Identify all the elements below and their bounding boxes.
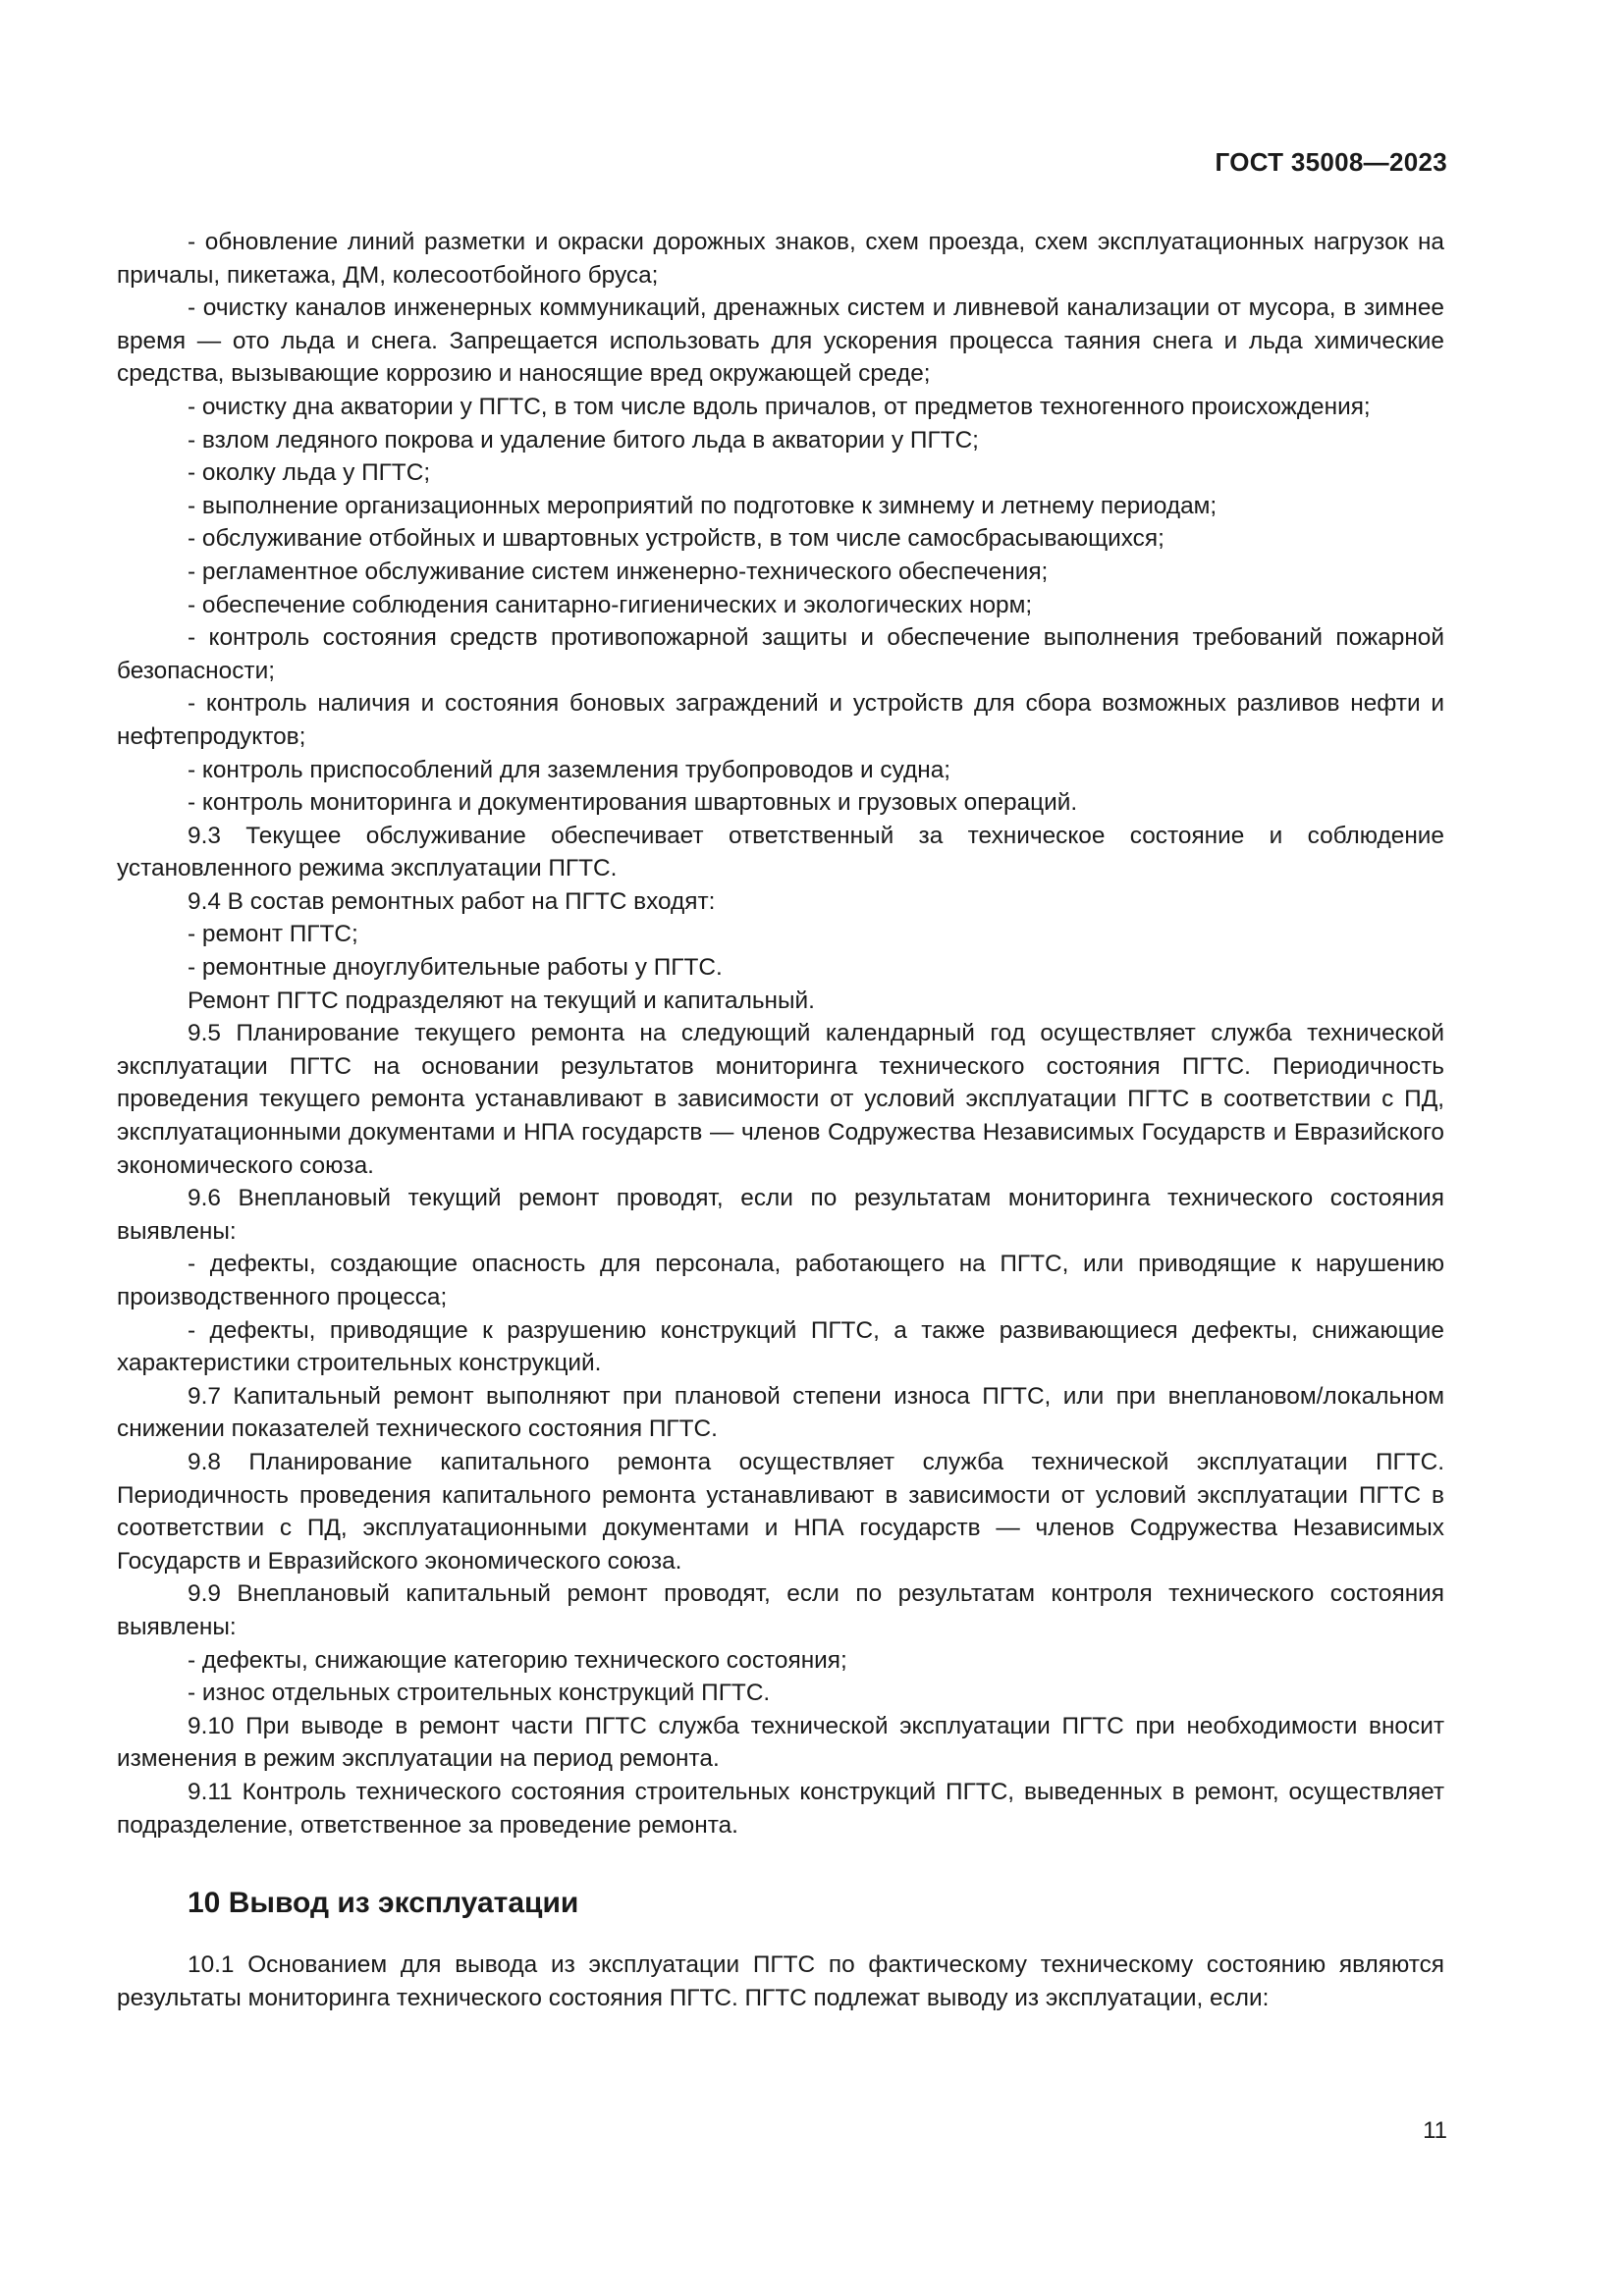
paragraph: 9.6 Внеплановый текущий ремонт проводят, если по результатам мониторинга технического состояния выявлены: <box>117 1185 1444 1245</box>
paragraph: 9.5 Планирование текущего ремонта на следующий календарный год осуществляет служба технической эксплуатации ПГТС на основании результатов мониторинга технического состояния ПГТС. Периодичность проведения текущего ремонта устанавливают в зависимости от условий эксплуатации ПГТС в соответствии с ПД, эксплуатационными документами и НПА государств — членов Содружества Независимых Государств и Евразийского экономического союза. <box>117 1020 1444 1179</box>
section-10-body <box>117 1949 1444 2014</box>
document-body <box>117 226 1444 2014</box>
list-item: - дефекты, создающие опасность для персонала, работающего на ПГТС, или приводящие к нарушению производственного процесса; <box>117 1251 1444 1310</box>
paragraph: 9.11 Контроль технического состояния строительных конструкций ПГТС, выведенных в ремонт, осуществляет подразделение, ответственное за проведение ремонта. <box>117 1778 1444 1839</box>
list-item: - регламентное обслуживание систем инженерно-технического обеспечения; <box>188 558 1049 585</box>
section-10-heading: 10 Вывод из эксплуатации <box>188 1887 579 1920</box>
paragraph: 9.4 В состав ремонтных работ на ПГТС входят: <box>188 887 716 915</box>
paragraph: 9.9 Внеплановый капитальный ремонт проводят, если по результатам контроля технического состояния выявлены: <box>117 1580 1444 1640</box>
list-item: - взлом ледяного покрова и удаление битого льда в акватории у ПГТС; <box>188 426 979 454</box>
paragraph: Ремонт ПГТС подразделяют на текущий и капитальный. <box>188 987 815 1014</box>
list-item: - выполнение организационных мероприятий по подготовке к зимнему и летнему периодам; <box>188 492 1218 519</box>
paragraph: 9.8 Планирование капитального ремонта осуществляет служба технической эксплуатации ПГТС. Периодичность проведения капитального ремонта устанавливают в зависимости от условий эксплуатации ПГТС в соответствии с ПД, эксплуатационными документами и НПА государств — членов Содружества Независимых Государств и Евразийского экономического союза. <box>117 1448 1444 1575</box>
list-item: - обновление линий разметки и окраски дорожных знаков, схем проезда, схем эксплуатационных нагрузок на причалы, пикетажа, ДМ, колесоотбойного бруса; <box>117 229 1444 289</box>
list-item: - контроль состояния средств противопожарной защиты и обеспечение выполнения требований пожарной безопасности; <box>117 624 1444 684</box>
paragraph: 10.1 Основанием для вывода из эксплуатации ПГТС по фактическому техническому состоянию являются результаты мониторинга технического состояния ПГТС. ПГТС подлежат выводу из эксплуатации, если: <box>117 1951 1444 2011</box>
list-item: - контроль приспособлений для заземления трубопроводов и судна; <box>188 756 951 783</box>
list-item: - дефекты, приводящие к разрушению конструкций ПГТС, а также развивающиеся дефекты, снижающие характеристики строительных конструкций. <box>117 1316 1444 1377</box>
paragraph: 9.10 При выводе в ремонт части ПГТС служба технической эксплуатации ПГТС при необходимости вносит изменения в режим эксплуатации на период ремонта. <box>117 1712 1444 1773</box>
list-item: - околку льда у ПГТС; <box>188 459 431 487</box>
paragraph: 9.3 Текущее обслуживание обеспечивает ответственный за техническое состояние и соблюдение установленного режима эксплуатации ПГТС. <box>117 822 1444 882</box>
page-number: 11 <box>1423 2117 1447 2144</box>
list-item: - обслуживание отбойных и швартовных устройств, в том числе самосбрасывающихся; <box>188 525 1164 553</box>
list-item: - износ отдельных строительных конструкций ПГТС. <box>188 1680 771 1707</box>
paragraph: 9.7 Капитальный ремонт выполняют при плановой степени износа ПГТС, или при внеплановом/локальном снижении показателей технического состояния ПГТС. <box>117 1382 1444 1443</box>
list-item: - ремонт ПГТС; <box>188 921 358 948</box>
list-item: - обеспечение соблюдения санитарно-гигиенических и экологических норм; <box>188 591 1033 618</box>
list-item: - дефекты, снижающие категорию технического состояния; <box>188 1646 847 1674</box>
list-item: - контроль мониторинга и документирования швартовных и грузовых операций. <box>188 789 1078 817</box>
list-item: - очистку каналов инженерных коммуникаций, дренажных систем и ливневой канализации от мусора, в зимнее время — ото льда и снега. Запрещается использовать для ускорения процесса таяния снега и льда химические средства, вызывающие коррозию и наносящие вред окружающей среде; <box>117 294 1444 388</box>
list-item: - очистку дна акватории у ПГТС, в том числе вдоль причалов, от предметов техногенного происхождения; <box>188 393 1371 420</box>
list-item: - ремонтные дноуглубительные работы у ПГТС. <box>188 954 723 982</box>
section-9-continued <box>117 226 1444 1842</box>
standard-id-header: ГОСТ 35008—2023 <box>1215 147 1447 177</box>
list-item: - контроль наличия и состояния боновых заграждений и устройств для сбора возможных разливов нефти и нефтепродуктов; <box>117 690 1444 750</box>
